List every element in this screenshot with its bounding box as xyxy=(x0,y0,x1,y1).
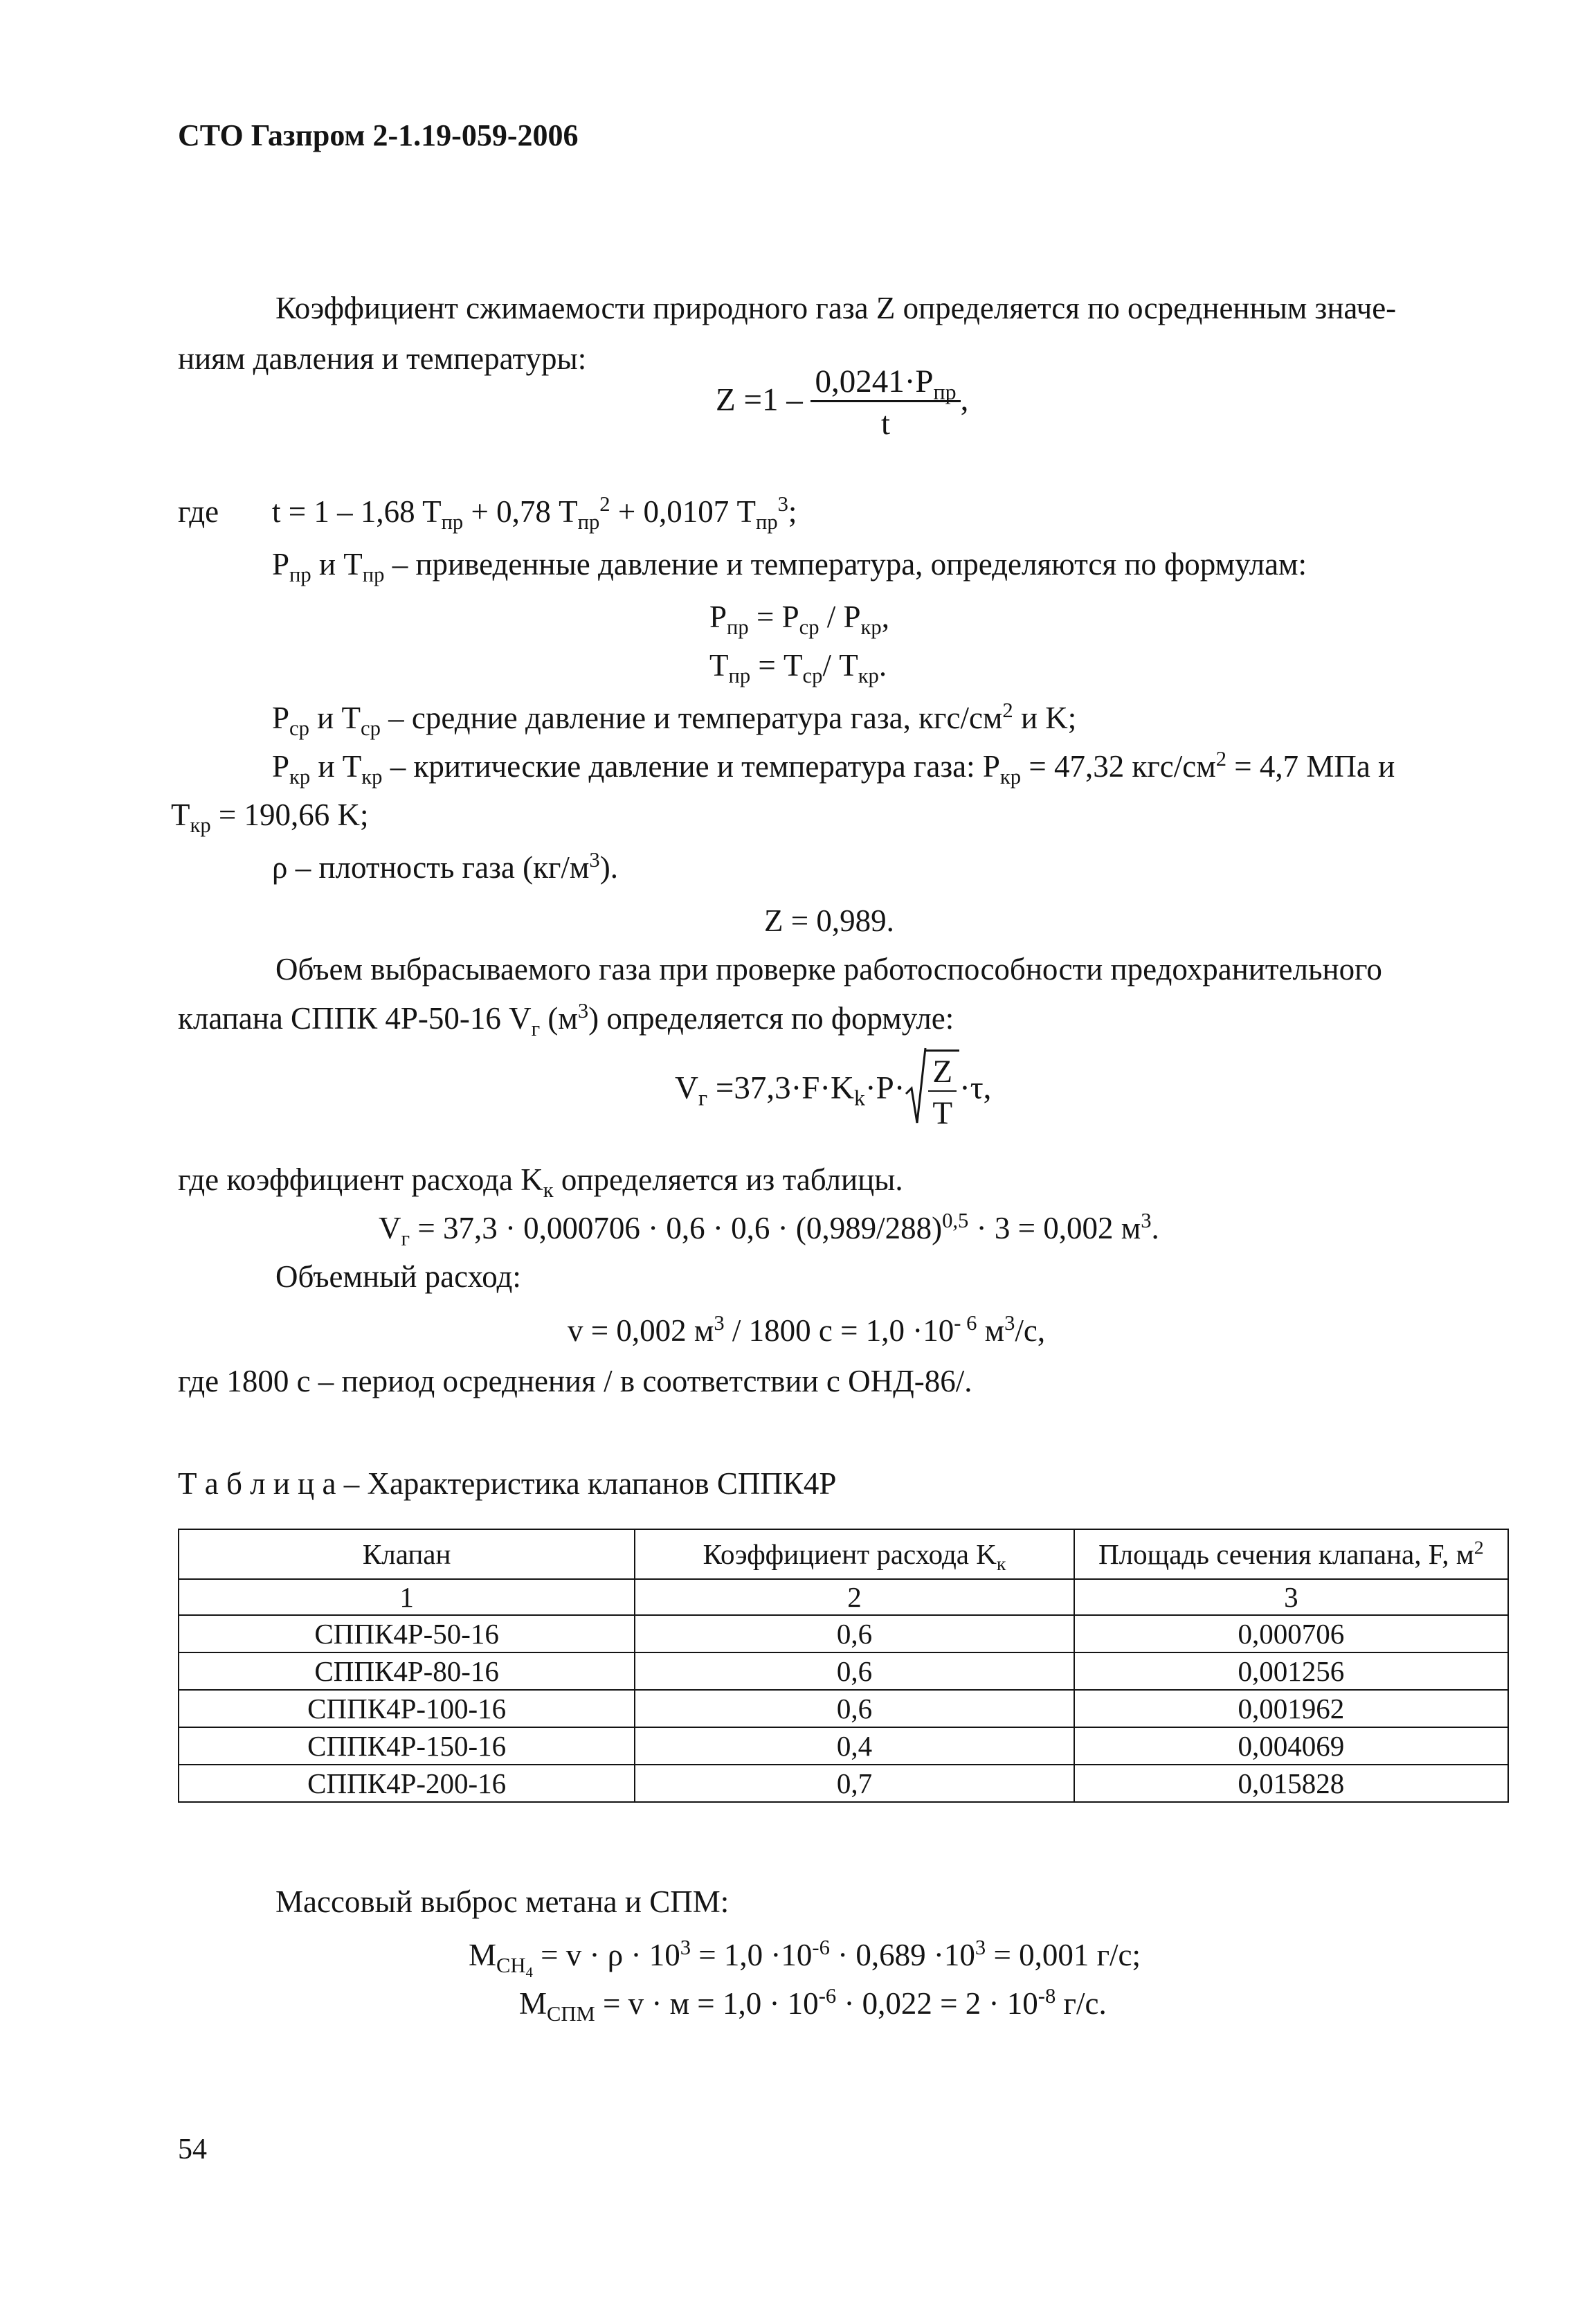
table-cell: 0,001962 xyxy=(1074,1690,1508,1727)
page-number: 54 xyxy=(178,2134,207,2165)
table-cell: СППК4Р-100-16 xyxy=(179,1690,635,1727)
definition-density: ρ – плотность газа $(кг/м^3)$. xyxy=(272,848,618,885)
formula-z-numerator: $0,0241\cdot P_{пр}$ xyxy=(810,363,960,402)
table-caption: Т а б л и ц а – Характеристика клапанов СППК4Р xyxy=(178,1466,837,1501)
table-cell: 2 xyxy=(635,1579,1074,1615)
table-header-coefficient: Коэффициент расхода $K_к$ xyxy=(635,1529,1074,1579)
definition-critical-temperature: $T_{кр} = 190,66$ K; xyxy=(171,798,369,837)
table-cell: 0,6 xyxy=(635,1690,1074,1727)
where-coefficient: где коэффициент расхода $K_к$ определяется из таблицы. xyxy=(178,1162,903,1202)
formula-z-denominator: t xyxy=(881,406,891,442)
intro-line-2: ниям давления и температуры: xyxy=(178,341,587,376)
calculation-v: v = 0,002 $м^3 / 1800$ $с = 1,0 \cdot 10^{- 6}$ $м^3/с$, xyxy=(568,1311,1046,1348)
square-root: $\frac{Z}{T}$ xyxy=(905,1050,959,1132)
volume-line-1: Объем выбрасываемого газа при проверке работоспособности предохранительного xyxy=(275,952,1382,987)
definition-average: $P_{ср}$ и $T_{ср}$ – средние давление и температура газа, кгс/$см^2$ и K; xyxy=(272,699,1077,740)
formula-vg: $V_г =37,3\cdot F\cdot K_k\cdot P\cdot$ $\frac{Z}{T}$ ·τ, xyxy=(675,1050,991,1132)
table-cell: 3 xyxy=(1074,1579,1508,1615)
table-row xyxy=(179,1765,1508,1802)
intro-line-1: Коэффициент сжимаемости природного газа Z определяется по осредненным значе- xyxy=(275,291,1397,325)
table-cell: 0,6 xyxy=(635,1652,1074,1690)
table-header-area: Площадь сечения клапана, F, $м^2$ xyxy=(1074,1529,1508,1579)
table-cell: 0,6 xyxy=(635,1615,1074,1652)
table-row xyxy=(179,1727,1508,1765)
where-averaging-period: где 1800 с – период осреднения / в соответствии с ОНД-86/. xyxy=(178,1364,972,1398)
table-cell: 0,4 xyxy=(635,1727,1074,1765)
formula-p-reduced: $P_{пр} = P_{ср} / P_{кр}$, xyxy=(709,600,889,639)
table-cell: 0,000706 xyxy=(1074,1615,1508,1652)
volume-line-2: клапана СППК 4Р-50-16 $V_г$ $(м^3)$ определяется по формуле: xyxy=(178,999,954,1041)
formula-z-fraction xyxy=(810,363,960,442)
definition-reduced: $P_{пр}$ и $T_{пр}$ – приведенные давление и температура, определяются по формулам: xyxy=(272,547,1307,586)
formula-t: t = 1 – 1,68 $T_{пр} + 0,78$ $T_{пр}^2 + 0,0107$ $T_{пр}^3$; xyxy=(272,492,797,534)
table-cell: 0,7 xyxy=(635,1765,1074,1802)
table-column-numbers xyxy=(179,1579,1508,1615)
z-value: Z = 0,989. xyxy=(764,903,894,938)
document-header: СТО Газпром 2-1.19-059-2006 xyxy=(178,118,579,152)
table-row xyxy=(179,1615,1508,1652)
table-cell: СППК4Р-50-16 xyxy=(179,1615,635,1652)
table-cell: 0,004069 xyxy=(1074,1727,1508,1765)
table-header-row xyxy=(179,1529,1508,1579)
table-row xyxy=(179,1690,1508,1727)
formula-z-comma: , xyxy=(960,381,969,418)
formula-z-lhs: Z =1 – xyxy=(716,381,803,418)
table-header-valve: Клапан xyxy=(179,1529,635,1579)
mass-emission-label: Массовый выброс метана и СПМ: xyxy=(275,1884,730,1919)
where-label: где xyxy=(178,494,219,529)
table-row xyxy=(179,1652,1508,1690)
formula-z xyxy=(716,363,968,442)
table-cell: СППК4Р-80-16 xyxy=(179,1652,635,1690)
table-cell: 0,015828 xyxy=(1074,1765,1508,1802)
definition-critical: $P_{кр}$ и $T_{кр}$ – критические давление и температура газа: $P_{кр} = 47,32$ кгс/$см^2 = 4,7$ МПа и xyxy=(272,747,1395,789)
volume-flow-label: Объемный расход: xyxy=(275,1259,521,1294)
calculation-methane: $M_{CH_4} = v \cdot \rho \cdot 10^3 = 1,0 \cdot 10^{-6} \cdot 0,689 \cdot 10^3 = 0,001$ г/с; xyxy=(469,1936,1141,1981)
table-cell: СППК4Р-200-16 xyxy=(179,1765,635,1802)
table-cell: 0,001256 xyxy=(1074,1652,1508,1690)
formula-t-reduced: $T_{пр} = T_{ср}/$ $T_{кр}$. xyxy=(709,648,887,687)
table-cell: 1 xyxy=(179,1579,635,1615)
calculation-spm: $M_{СПМ} = v \cdot м = 1,0 \cdot 10^{-6} \cdot 0,022 = 2 \cdot 10^{-8}$ г/с. xyxy=(519,1984,1107,2026)
radical-sign-icon xyxy=(905,1045,927,1127)
calculation-vg: $V_г = 37,3 \cdot 0,000706 \cdot 0,6 \cdot 0,6 \cdot (0,989/288)^{0,5} \cdot 3 = 0,002$ $м^3$. xyxy=(379,1209,1159,1250)
valve-table xyxy=(178,1529,1509,1803)
table-cell: СППК4Р-150-16 xyxy=(179,1727,635,1765)
